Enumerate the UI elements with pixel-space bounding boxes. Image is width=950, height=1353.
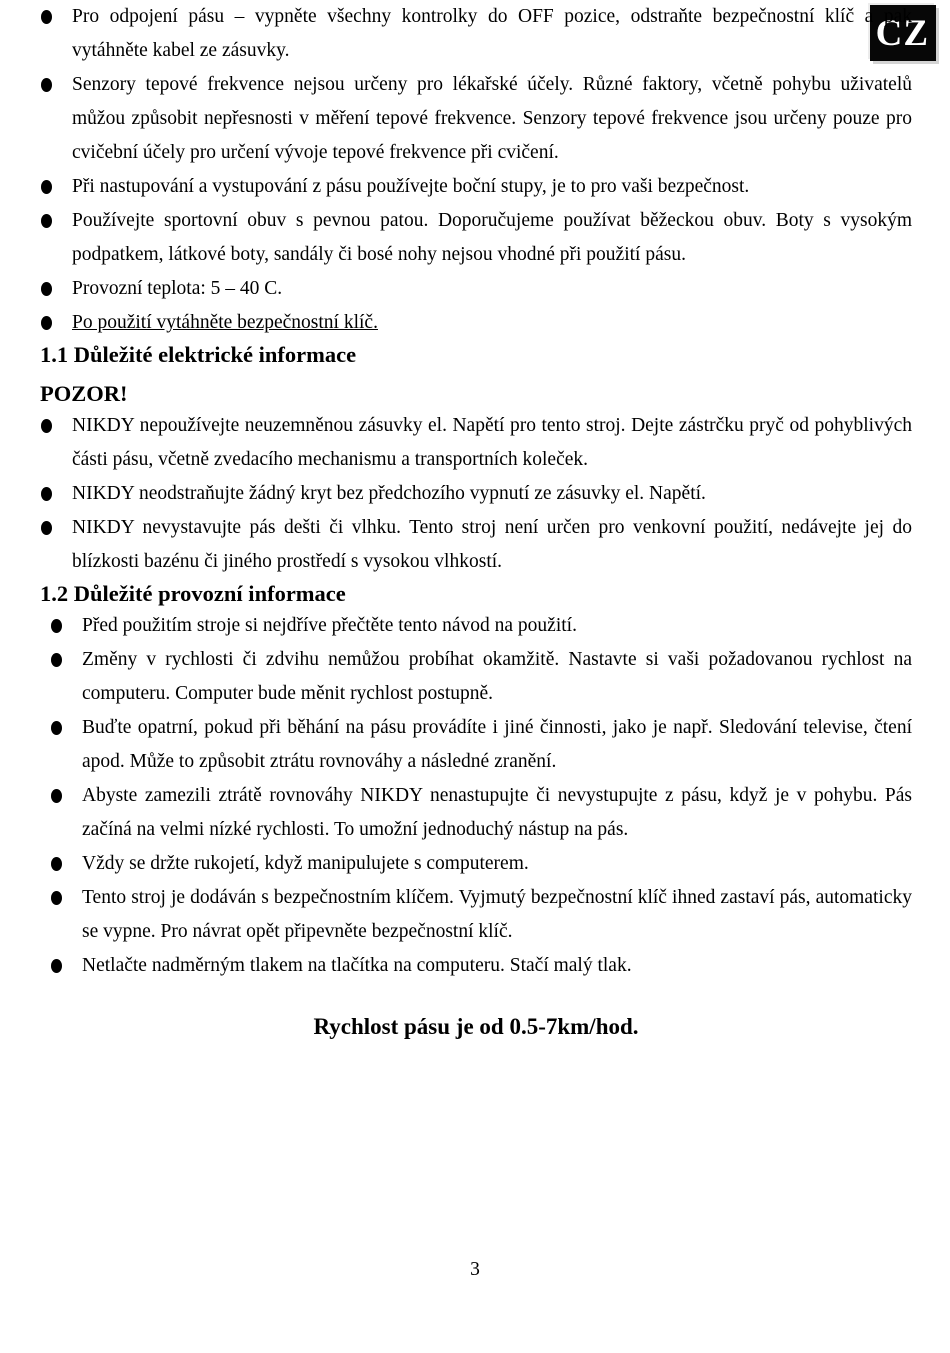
list-item: [50, 949, 912, 983]
section-heading-operational: 1.2 Důležité provozní informace: [40, 581, 346, 606]
bullet-icon: [41, 10, 52, 24]
bullet-text: NIKDY neodstraňujte žádný kryt bez předchozího vypnutí ze zásuvky el. Napětí.: [72, 483, 706, 504]
list-item: [40, 170, 912, 204]
bullet-text: NIKDY nepoužívejte neuzemněnou zásuvky el. Napětí pro tento stroj. Dejte zástrčku pryč od pohyblivých části pásu, včetně zvedacího mechanismu a transportních koleček.: [72, 415, 912, 470]
bullet-icon: [41, 419, 52, 433]
list-item: [40, 204, 912, 272]
language-badge-label: CZ: [875, 12, 929, 54]
page-content: [40, 0, 912, 1043]
operational-bullet-list: [50, 609, 912, 983]
bullet-icon: [51, 891, 62, 905]
list-item: [50, 847, 912, 881]
bullet-icon: [41, 521, 52, 535]
bullet-icon: [51, 619, 62, 633]
list-item: [40, 68, 912, 170]
list-item: [50, 881, 912, 949]
bullet-text: Pro odpojení pásu – vypněte všechny kontrolky do OFF pozice, odstraňte bezpečnostní klíč a pak vytáhněte kabel ze zásuvky.: [72, 6, 912, 61]
bullet-text: Používejte sportovní obuv s pevnou patou. Doporučujeme používat běžeckou obuv. Boty s vysokým podpatkem, látkové boty, sandály či bosé nohy nejsou vhodné při použití pásu.: [72, 210, 912, 265]
bullet-text: Tento stroj je dodáván s bezpečnostním klíčem. Vyjmutý bezpečnostní klíč ihned zastaví pás, automaticky se vypne. Pro návrat opět připevněte bezpečnostní klíč.: [82, 887, 912, 942]
list-item: [50, 609, 912, 643]
bullet-icon: [41, 487, 52, 501]
bullet-icon: [41, 180, 52, 194]
speed-range-note: Rychlost pásu je od 0.5-7km/hod.: [313, 1014, 639, 1039]
list-item: [40, 409, 912, 477]
list-item: [50, 711, 912, 779]
bullet-icon: [41, 78, 52, 92]
list-item: [40, 477, 912, 511]
bullet-text: Vždy se držte rukojetí, když manipulujete s computerem.: [82, 853, 529, 874]
bullet-text: Po použití vytáhněte bezpečnostní klíč.: [72, 312, 378, 333]
bullet-text: Buďte opatrní, pokud při běhání na pásu provádíte i jiné činnosti, jako je např. Sledování televise, čtení apod. Může to způsobit ztrátu rovnováhy a následné zranění.: [82, 717, 912, 772]
bullet-icon: [51, 789, 62, 803]
bullet-icon: [51, 653, 62, 667]
bullet-text: Abyste zamezili ztrátě rovnováhy NIKDY nenastupujte či nevystupujte z pásu, když je v pohybu. Pás začíná na velmi nízké rychlosti. To umožní jednoduchý nástup na pás.: [82, 785, 912, 840]
bullet-icon: [51, 721, 62, 735]
list-item: [40, 272, 912, 306]
list-item: [50, 643, 912, 711]
bullet-text: Změny v rychlosti či zdvihu nemůžou probíhat okamžitě. Nastavte si vaši požadovanou rychlost na computeru. Computer bude měnit rychlost postupně.: [82, 649, 912, 704]
bullet-text: Netlačte nadměrným tlakem na tlačítka na computeru. Stačí malý tlak.: [82, 955, 632, 976]
bullet-icon: [51, 857, 62, 871]
bullet-icon: [41, 282, 52, 296]
list-item-underlined: [40, 306, 912, 340]
bullet-text: Před použitím stroje si nejdříve přečtěte tento návod na použití.: [82, 615, 577, 636]
bullet-text: Provozní teplota: 5 – 40 C.: [72, 278, 283, 299]
list-item: [40, 0, 912, 68]
bullet-icon: [51, 959, 62, 973]
bullet-icon: [41, 316, 52, 330]
electrical-bullet-list: [40, 409, 912, 579]
bullet-text: NIKDY nevystavujte pás dešti či vlhku. Tento stroj není určen pro venkovní použití, nedávejte jej do blízkosti bazénu či jiného prostředí s vysokou vlhkostí.: [72, 517, 912, 572]
intro-bullet-list: [40, 0, 912, 340]
section-heading-electrical: 1.1 Důležité elektrické informace: [40, 342, 357, 367]
list-item: [40, 511, 912, 579]
page-number: 3: [470, 1259, 480, 1280]
list-item: [50, 779, 912, 847]
bullet-icon: [41, 214, 52, 228]
bullet-text: Senzory tepové frekvence nejsou určeny pro lékařské účely. Různé faktory, včetně pohybu uživatelů můžou způsobit nepřesnosti v měření tepové frekvence. Senzory tepové frekvence jsou určeny pouze pro cvičební účely pro určení vývoje tepové frekvence při cvičení.: [72, 74, 912, 163]
warning-label: POZOR!: [40, 381, 128, 406]
bullet-text: Při nastupování a vystupování z pásu používejte boční stupy, je to pro vaši bezpečnost.: [72, 176, 750, 197]
